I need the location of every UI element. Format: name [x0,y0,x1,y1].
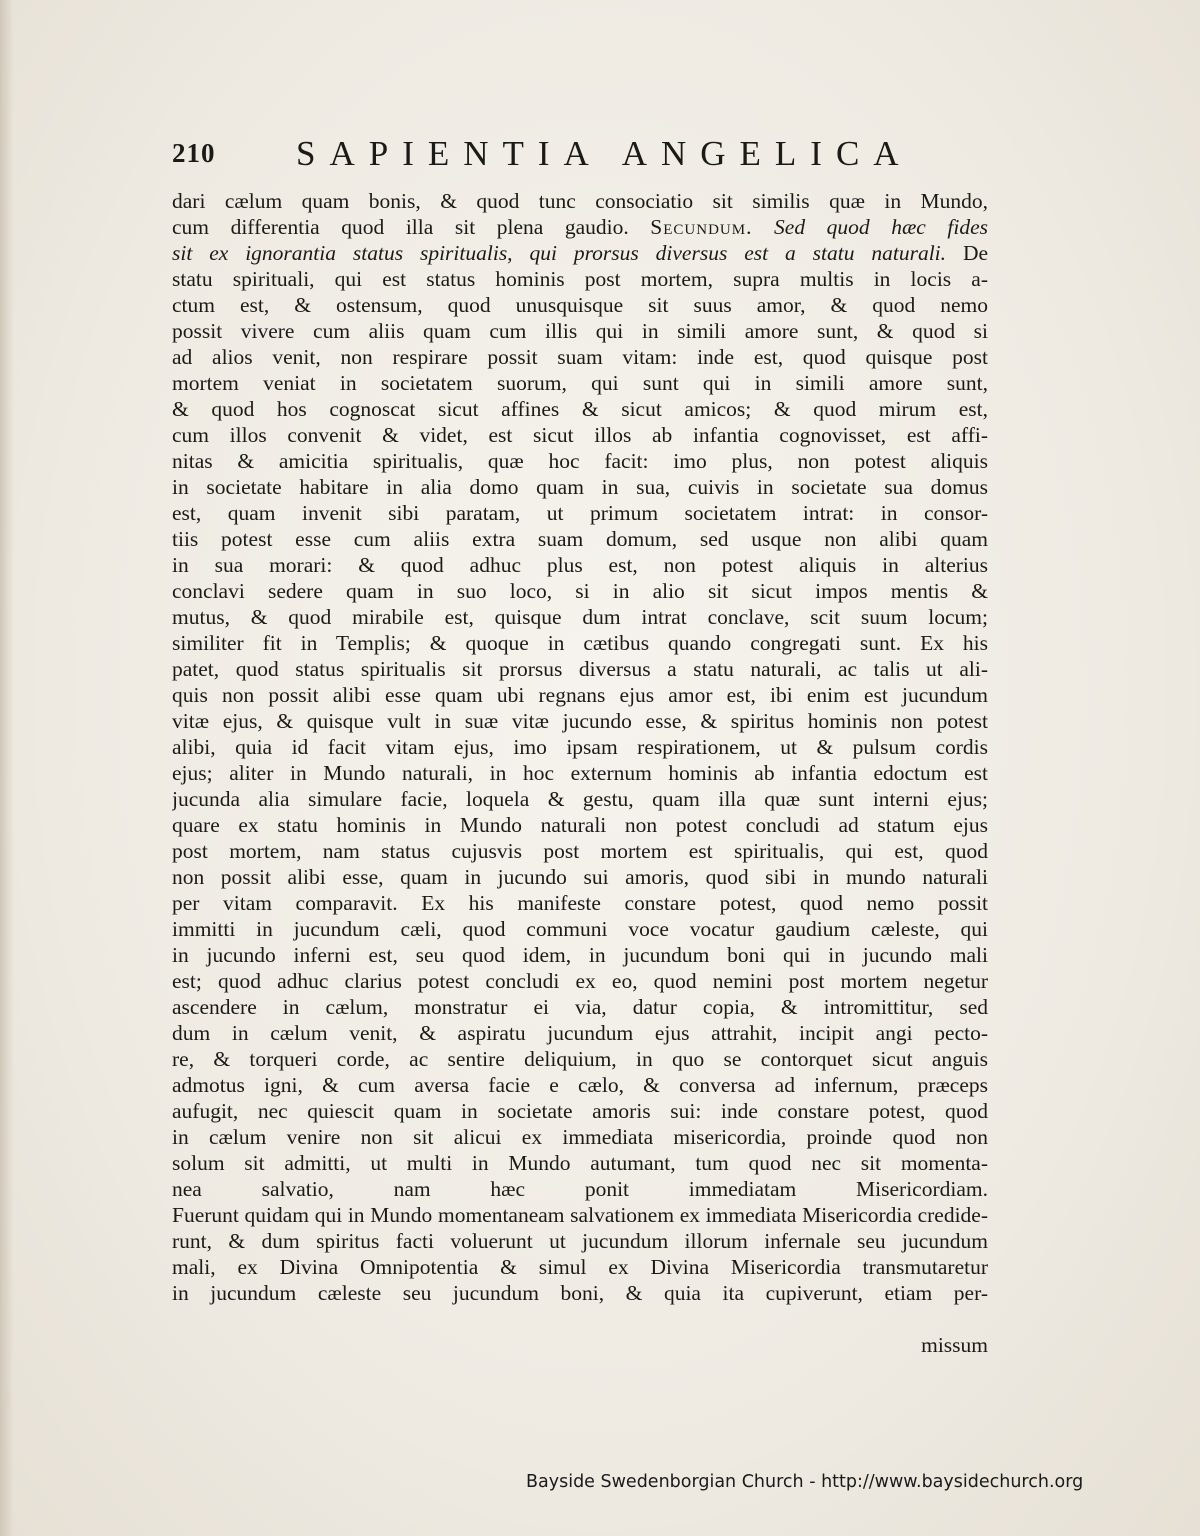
italic-thesis: sit ex ignorantia status spiritualis, qui prorsus diversus est a statu naturali. [172,241,947,265]
text-line: possit vivere cum aliis quam cum illis qui in simili amore sunt, & quod si [172,319,988,343]
text-line: non possit alibi esse, quam in jucundo sui amoris, quod sibi in mundo naturali [172,865,988,889]
text-line: admotus igni, & cum aversa facie e cælo, & conversa ad infernum, præceps [172,1073,988,1097]
text-line: nitas & amicitia spiritualis, quæ hoc facit: imo plus, non potest aliquis [172,449,988,473]
text-line: quis non possit alibi esse quam ubi regnans ejus amor est, ibi enim est jucundum [172,683,988,707]
text-line: sit ex ignorantia status spiritualis, qui prorsus diversus est a statu naturali. De [172,241,988,265]
text-line: est, quam invenit sibi paratam, ut primum societatem intrat: in consor- [172,501,988,525]
page-number: 210 [172,138,216,168]
text-line: cum differentia quod illa sit plena gaudio. Secundum. Sed quod hæc fides [172,215,988,239]
text-line: ascendere in cælum, monstratur ei via, datur copia, & intromittitur, sed [172,995,988,1019]
text-line: tiis potest esse cum aliis extra suam domum, sed usque non alibi quam [172,527,988,551]
text-line: similiter fit in Templis; & quoque in cætibus quando congregati sunt. Ex his [172,631,988,655]
footer-credit: Bayside Swedenborgian Church - http://www.baysidechurch.org [526,1472,1084,1492]
text-line: re, & torqueri corde, ac sentire deliquium, in quo se contorquet sicut anguis [172,1047,988,1071]
text-line: statu spirituali, qui est status hominis post mortem, supra multis in locis a- [172,267,988,291]
text-line: ad alios venit, non respirare possit suam vitam: inde est, quod quisque post [172,345,988,369]
text-line: in jucundo inferni est, seu quod idem, in jucundum boni qui in jucundo mali [172,943,988,967]
page-edge-shadow [0,0,14,1536]
text-line: nea salvatio, nam hæc ponit immediatam Misericordiam. [172,1177,988,1201]
text-line: & quod hos cognoscat sicut affines & sicut amicos; & quod mirum est, [172,397,988,421]
text-line: quare ex statu hominis in Mundo naturali non potest concludi ad statum ejus [172,813,988,837]
text-line: jucunda alia simulare facie, loquela & gestu, quam illa quæ sunt interni ejus; [172,787,988,811]
text-line: Fuerunt quidam qui in Mundo momentaneam salvationem ex immediata Misericordia credide- [172,1203,988,1227]
text-line: ctum est, & ostensum, quod unusquisque sit suus amor, & quod nemo [172,293,988,317]
text-line: immitti in jucundum cæli, quod communi voce vocatur gaudium cæleste, qui [172,917,988,941]
page-header [172,134,992,174]
text-line: conclavi sedere quam in suo loco, si in alio sit sicut impos mentis & [172,579,988,603]
text-line: mutus, & quod mirabile est, quisque dum intrat conclave, scit suum locum; [172,605,988,629]
text-line: solum sit admitti, ut multi in Mundo autumant, tum quod nec sit momenta- [172,1151,988,1175]
text-line: in societate habitare in alia domo quam in sua, cuivis in societate sua domus [172,475,988,499]
text-line: in sua morari: & quod adhuc plus est, non potest aliquis in alterius [172,553,988,577]
text-line: ejus; aliter in Mundo naturali, in hoc externum hominis ab infantia edoctum est [172,761,988,785]
body-text [172,188,988,1358]
text-line: in cælum venire non sit alicui ex immediata misericordia, proinde quod non [172,1125,988,1149]
text-line: post mortem, nam status cujusvis post mortem est spiritualis, qui est, quod [172,839,988,863]
text-line: runt, & dum spiritus facti voluerunt ut jucundum illorum infernale seu jucundum [172,1229,988,1253]
text-line: dum in cælum venit, & aspiratu jucundum ejus attrahit, incipit angi pecto- [172,1021,988,1045]
italic-thesis: Sed quod hæc fides [774,215,988,239]
text-line: est; quod adhuc clarius potest concludi ex eo, quod nemini post mortem negetur [172,969,988,993]
text-line: aufugit, nec quiescit quam in societate amoris sui: inde constare potest, quod [172,1099,988,1123]
section-label: Secundum. [650,215,753,239]
text-line: patet, quod status spiritualis sit prorsus diversus a statu naturali, ac talis ut ali- [172,657,988,681]
text-line: dari cælum quam bonis, & quod tunc consociatio sit similis quæ in Mundo, [172,189,988,213]
text-line: vitæ ejus, & quisque vult in suæ vitæ jucundo esse, & spiritus hominis non potest [172,709,988,733]
text-line [172,1306,988,1332]
text-line: cum illos convenit & videt, est sicut illos ab infantia cognovisset, est affi- [172,423,988,447]
running-title: SAPIENTIA ANGELICA [296,134,913,173]
text-line: mali, ex Divina Omnipotentia & simul ex Divina Misericordia transmutaretur [172,1255,988,1279]
catchword: missum [921,1333,988,1357]
text-line: mortem veniat in societatem suorum, qui sunt qui in simili amore sunt, [172,371,988,395]
text-line: alibi, quia id facit vitam ejus, imo ipsam respirationem, ut & pulsum cordis [172,735,988,759]
text-line: per vitam comparavit. Ex his manifeste constare potest, quod nemo possit [172,891,988,915]
text-line: in jucundum cæleste seu jucundum boni, & quia ita cupiverunt, etiam per- [172,1281,988,1305]
